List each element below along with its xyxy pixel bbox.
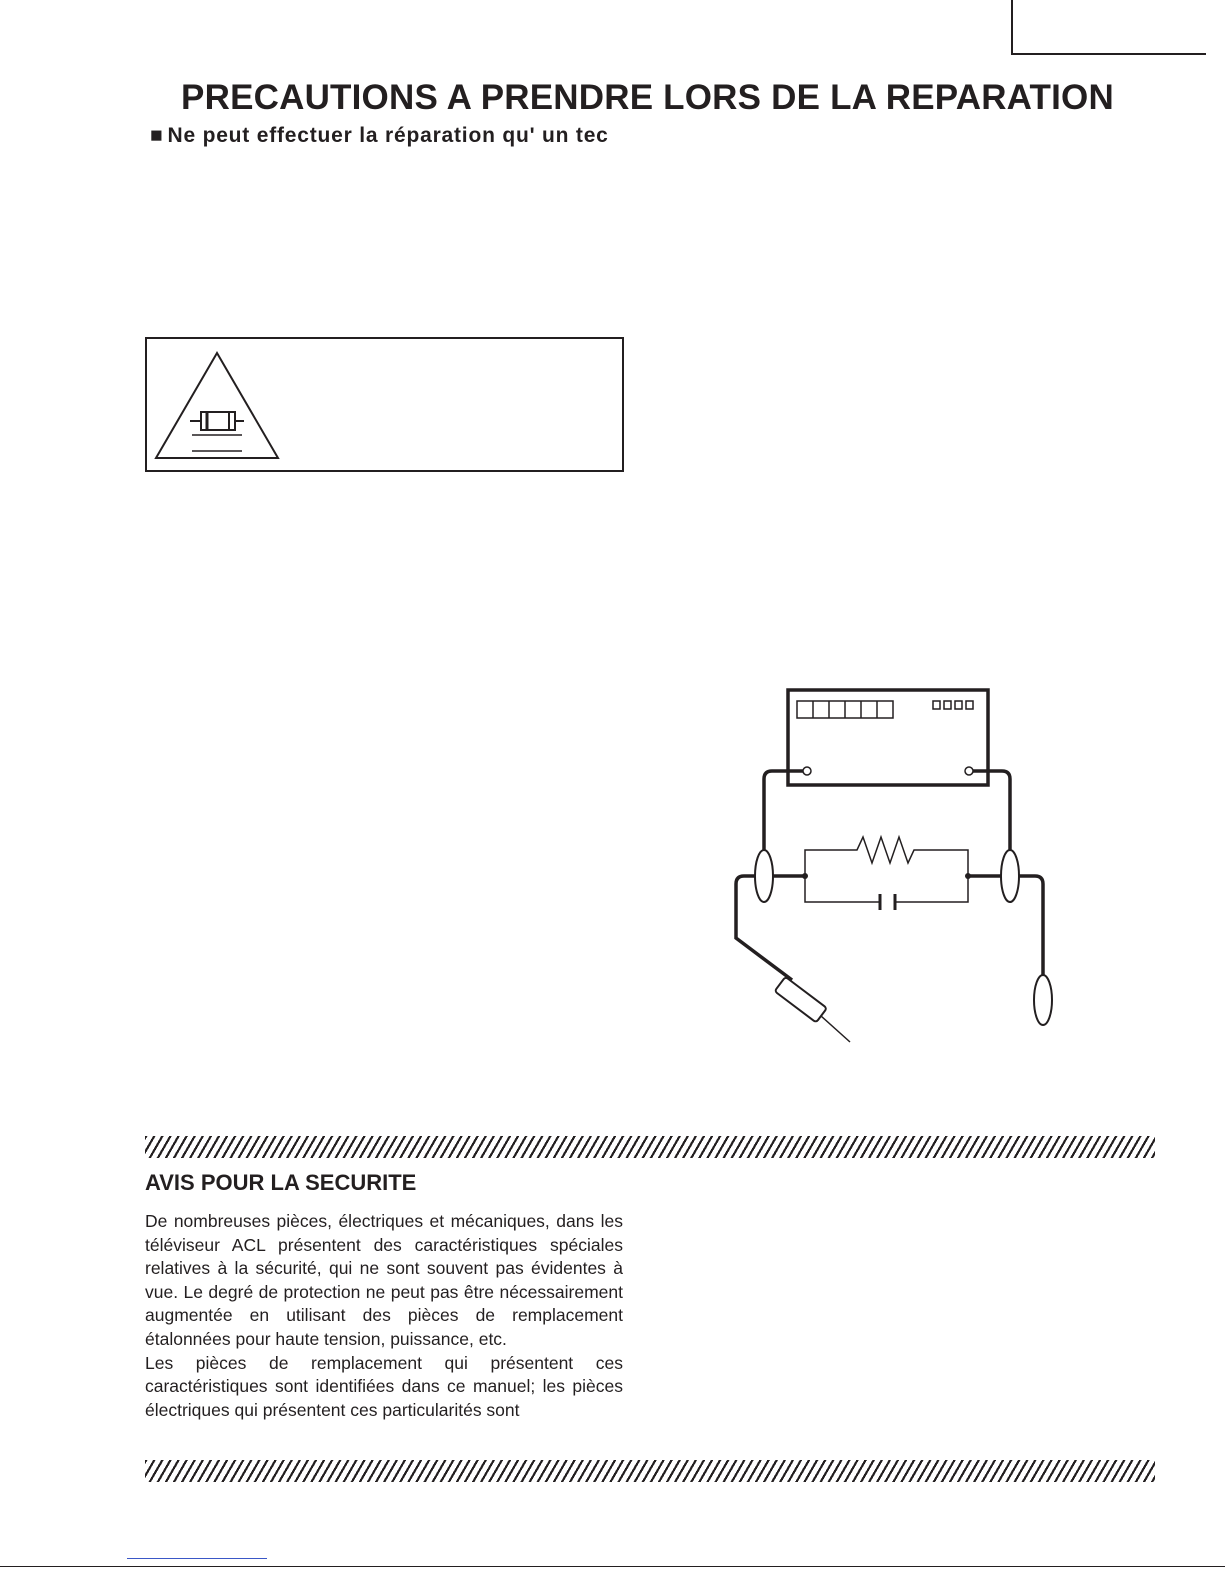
safety-notice-paragraph: Les pièces de remplacement qui présentent ces caractéristiques sont identifiées dans ce manuel; les pièces électriques qui présentent ces particularités sont [145, 1352, 623, 1420]
safety-notice-body [145, 1210, 623, 1422]
meter-icon [788, 690, 988, 785]
intro-line [150, 124, 609, 148]
probe-icon [775, 977, 827, 1023]
leakage-current-test-circuit [700, 680, 1080, 1050]
warning-triangle-fuse-icon [147, 339, 622, 470]
hatched-divider-top [145, 1136, 1155, 1158]
fuse-warning-box [145, 337, 624, 472]
safety-notice-title: AVIS POUR LA SECURITE [145, 1170, 417, 1195]
footer-rule [0, 1566, 1225, 1567]
hatched-divider-bottom [145, 1460, 1155, 1482]
safety-notice-paragraph: De nombreuses pièces, électriques et mécaniques, dans les téléviseur ACL présentent des caractéristiques spéciales relatives à la sécurité, qui ne sont souvent pas évidentes à vue. Le degré de protection ne peut pas être nécessairement augmentée en utilisant des pièces de remplacement étalonnées pour haute tension, puissance, etc. [145, 1211, 623, 1349]
square-bullet-icon: ■ [150, 124, 164, 147]
intro-text: Ne peut effectuer la réparation qu' un tec [167, 124, 609, 147]
footer-link-underline [127, 1558, 267, 1559]
page-corner-tab [1011, 0, 1206, 55]
page-title: PRECAUTIONS A PRENDRE LORS DE LA REPARATION [181, 78, 1114, 117]
resistor-capacitor-network [773, 837, 1001, 910]
